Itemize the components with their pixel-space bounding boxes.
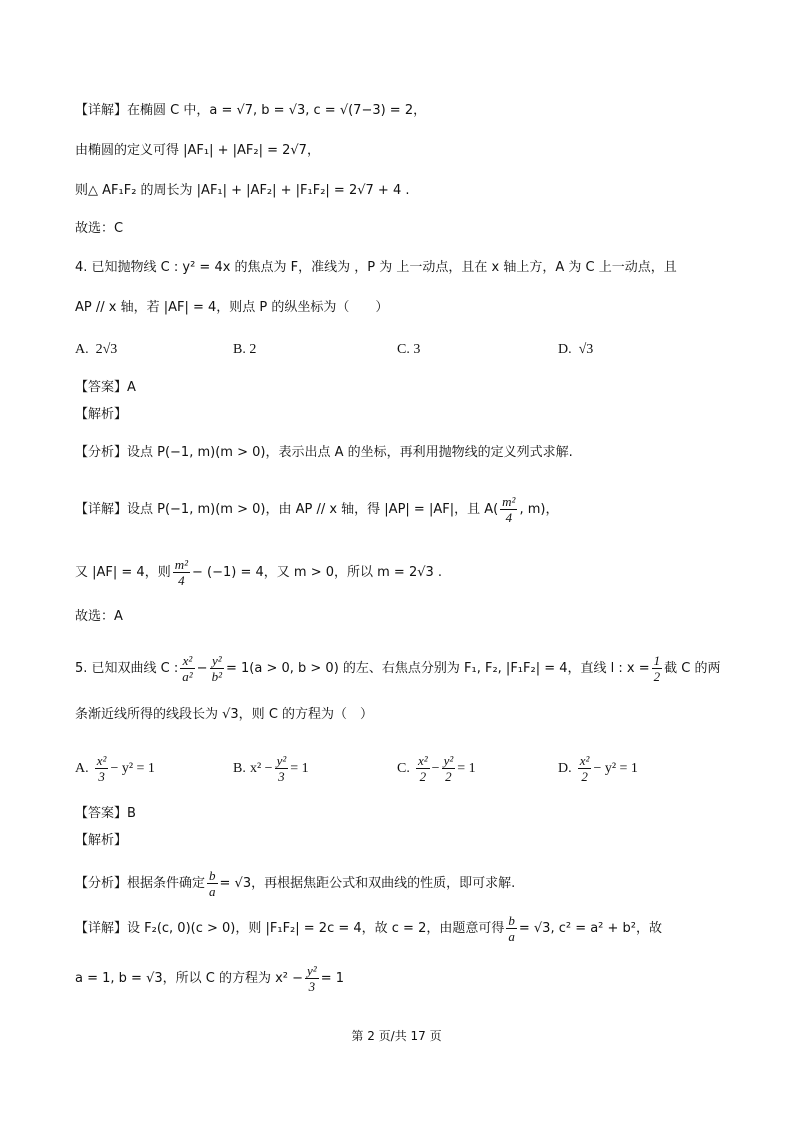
- q5-answer: 【答案】B: [75, 806, 136, 821]
- q4-option-d: D. √3: [558, 342, 594, 357]
- fraction-b-over-a: $\frac{b}{a}$: [209, 868, 216, 899]
- q5-detail-line-2: a = 1, b = √3，所以 C 的方程为 x² − $\frac{\text{y²}}{3}$ = 1: [75, 963, 344, 994]
- q5-stem-line-2: 条渐近线所得的线段长为 √3，则 C 的方程为（ ）: [75, 707, 374, 722]
- q5-analysis: 【分析】根据条件确定 $\frac{b}{a}$ = √3，再根据焦距公式和双曲线的性质，即可求解.: [75, 868, 516, 899]
- fraction-1-over-2: $\frac{1}{2}$: [653, 653, 661, 684]
- fraction-x2-over-3: $\frac{\text{x²}}{3}$: [96, 753, 107, 784]
- q4-answer-choice: 故选：A: [75, 609, 123, 624]
- q3-detail-line-1: 【详解】在椭圆 C 中，a = √7, b = √3, c = √(7−3) = 2，: [75, 103, 427, 118]
- fraction-b-over-a: $\frac{b}{a}$: [508, 913, 515, 944]
- fraction-x2-over-2: $\frac{\text{x²}}{2}$: [579, 753, 590, 784]
- q5-option-c: C. $\frac{\text{x²}}{2}$ − $\frac{\text{y²}}{2}$ = 1: [397, 753, 476, 784]
- q5-stem-line-1: 5. 已知双曲线 C : $\frac{\text{x²}}{\text{a²}}$ − $\frac{\text{y²}}{\text{b²}}$ = 1(a > 0, b > 0) 的左、右焦点分别为 F₁, F₂, |F₁F₂| = 4，直线 l : x = $\frac{1}{2}$ 截 C 的两: [75, 653, 721, 684]
- page-footer: 第 2 页/共 17 页: [351, 1029, 442, 1043]
- fraction-m2-over-4: $\frac{\text{m²}}{4}$: [174, 557, 188, 588]
- fraction-x2-over-2: $\frac{\text{x²}}{2}$: [417, 753, 428, 784]
- fraction-x2-over-a2: $\frac{\text{x²}}{\text{a²}}$: [182, 653, 193, 684]
- q4-stem-line-2: AP // x 轴，若 |AF| = 4，则点 P 的纵坐标为（ ）: [75, 300, 389, 315]
- q3-detail-line-3: 则△ AF₁F₂ 的周长为 |AF₁| + |AF₂| + |F₁F₂| = 2√7 + 4 .: [75, 183, 410, 198]
- q4-option-b: B. 2: [233, 342, 257, 357]
- q4-option-a: A. 2√3: [75, 342, 118, 357]
- q4-detail-line-1: 【详解】设点 P(−1, m)(m > 0)，由 AP // x 轴，得 |AP| = |AF|，且 A( $\frac{\text{m²}}{4}$ , m)，: [75, 494, 559, 525]
- q4-analysis: 【分析】设点 P(−1, m)(m > 0)，表示出点 A 的坐标，再利用抛物线的定义列式求解.: [75, 445, 573, 460]
- q5-option-b: B. x² − $\frac{\text{y²}}{3}$ = 1: [233, 753, 309, 784]
- fraction-y2-over-3: $\frac{\text{y²}}{3}$: [276, 753, 287, 784]
- q4-detail-line-2: 又 |AF| = 4，则 $\frac{\text{m²}}{4}$ − (−1) = 4，又 m > 0，所以 m = 2√3 .: [75, 557, 443, 588]
- fraction-y2-over-b2: $\frac{\text{y²}}{\text{b²}}$: [211, 653, 222, 684]
- q4-stem-line-1: 4. 已知抛物线 C : y² = 4x 的焦点为 F，准线为 ，P 为 上一动点，且在 x 轴上方，A 为 C 上一动点，且: [75, 260, 677, 275]
- q5-analysis-heading: 【解析】: [75, 833, 128, 848]
- fraction-y2-over-2: $\frac{\text{y²}}{2}$: [443, 753, 454, 784]
- fraction-m2-over-4: $\frac{\text{m²}}{4}$: [502, 494, 516, 525]
- q3-detail-line-2: 由椭圆的定义可得 |AF₁| + |AF₂| = 2√7，: [75, 143, 320, 158]
- q4-analysis-heading: 【解析】: [75, 407, 128, 422]
- q3-answer-choice: 故选：C: [75, 221, 124, 236]
- q5-option-a: A. $\frac{\text{x²}}{3}$ − y² = 1: [75, 753, 155, 784]
- fraction-y2-over-3: $\frac{\text{y²}}{3}$: [307, 963, 317, 994]
- q4-option-c: C. 3: [397, 342, 421, 357]
- q5-option-d: D. $\frac{\text{x²}}{2}$ − y² = 1: [558, 753, 638, 784]
- q5-detail-line-1: 【详解】设 F₂(c, 0)(c > 0)，则 |F₁F₂| = 2c = 4，故 c = 2，由题意可得 $\frac{b}{a}$ = √3, c² = a² + b²，故: [75, 913, 663, 944]
- q4-answer: 【答案】A: [75, 380, 136, 395]
